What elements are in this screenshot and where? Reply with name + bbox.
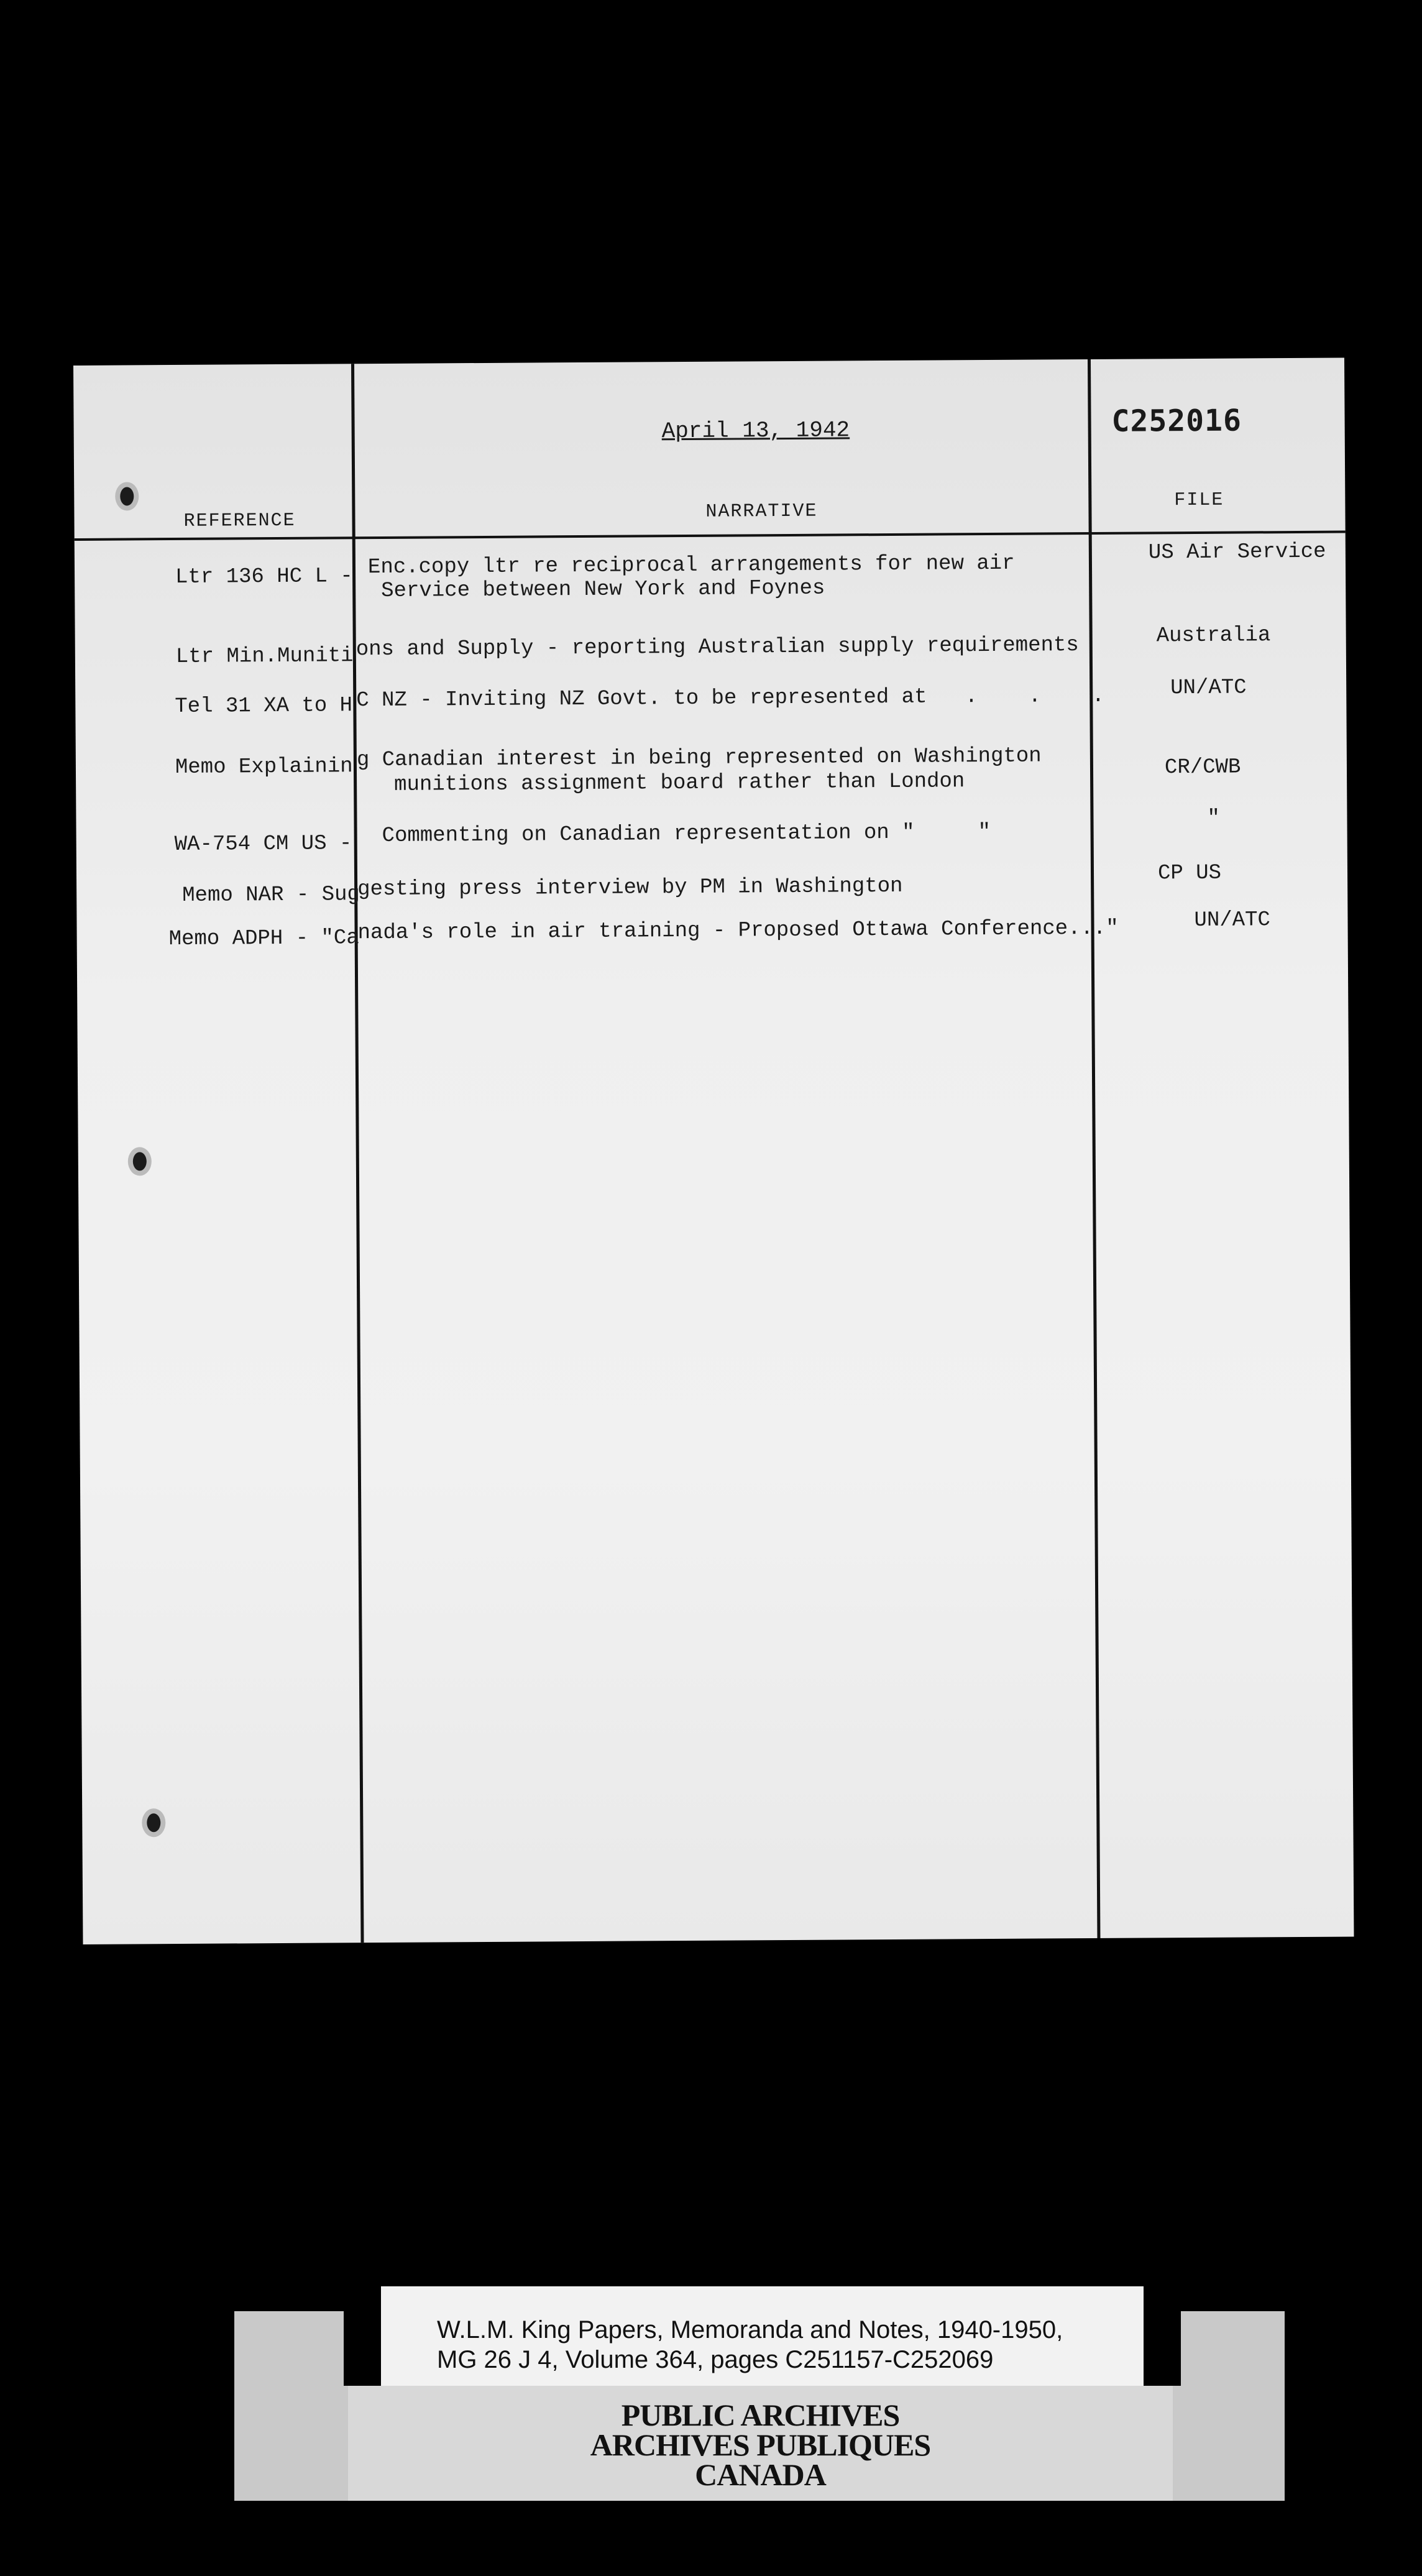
stamp-line-1: PUBLIC ARCHIVES (621, 2398, 900, 2432)
entry-narrative: Commenting on Canadian representation on " " (382, 820, 991, 848)
entry-narrative-cont: Service between New York and Foynes (381, 576, 825, 603)
entry-narrative: ons and Supply - reporting Australian supply requirements (356, 633, 1079, 662)
entry-file: UN/ATC (1170, 676, 1247, 701)
entry-file: UN/ATC (1194, 908, 1271, 932)
citation-line-1: W.L.M. King Papers, Memoranda and Notes, 1940-1950, (437, 2316, 1063, 2344)
entry-narrative: C NZ - Inviting NZ Govt. to be represented at . . . (356, 684, 1105, 713)
entry-reference: WA-754 CM US - (174, 832, 352, 857)
column-divider-reference (351, 364, 364, 1943)
column-divider-file (1088, 359, 1101, 1938)
stamp-line-2: ARCHIVES PUBLIQUES (590, 2427, 931, 2462)
column-header-narrative: NARRATIVE (705, 500, 818, 523)
label-tab-right (1144, 2311, 1181, 2386)
file-number: C252016 (1111, 403, 1242, 439)
entry-file: CP US (1157, 861, 1222, 886)
stamp-line-3: CANADA (695, 2457, 826, 2492)
entry-file: Australia (1156, 623, 1271, 648)
punch-hole-icon (142, 1808, 165, 1837)
entry-narrative: Enc.copy ltr re reciprocal arrangements for new air (367, 551, 1015, 580)
document-sheet (73, 358, 1354, 1944)
entry-narrative-cont: munitions assignment board rather than London (394, 770, 965, 797)
entry-reference: Memo ADPH - "Ca (168, 926, 359, 952)
punch-hole-icon (115, 482, 139, 510)
entry-reference: Ltr Min.Muniti (175, 644, 354, 669)
archive-citation-label (381, 2286, 1144, 2386)
entry-narrative: gesting press interview by PM in Washington (357, 874, 903, 902)
entry-reference: Memo NAR - Sug (182, 883, 360, 908)
entry-reference: Ltr 136 HC L - (175, 564, 353, 590)
entry-narrative: nada's role in air training - Proposed Ottawa Conference..." (357, 916, 1119, 945)
column-header-file: FILE (1174, 489, 1224, 512)
punch-hole-icon (128, 1147, 152, 1175)
entry-file: " (1207, 806, 1221, 830)
column-header-reference: REFERENCE (183, 510, 296, 532)
entry-file: CR/CWB (1164, 755, 1241, 780)
citation-line-2: MG 26 J 4, Volume 364, pages C251157-C252069 (437, 2346, 994, 2373)
entry-file: US Air Service (1148, 540, 1326, 565)
entry-narrative: g Canadian interest in being represented on Washington (356, 744, 1042, 773)
document-date: April 13, 1942 (661, 417, 850, 444)
label-tab-left (344, 2311, 381, 2386)
entry-reference: Memo Explainin (175, 755, 353, 780)
entry-reference: Tel 31 XA to H (175, 694, 353, 719)
